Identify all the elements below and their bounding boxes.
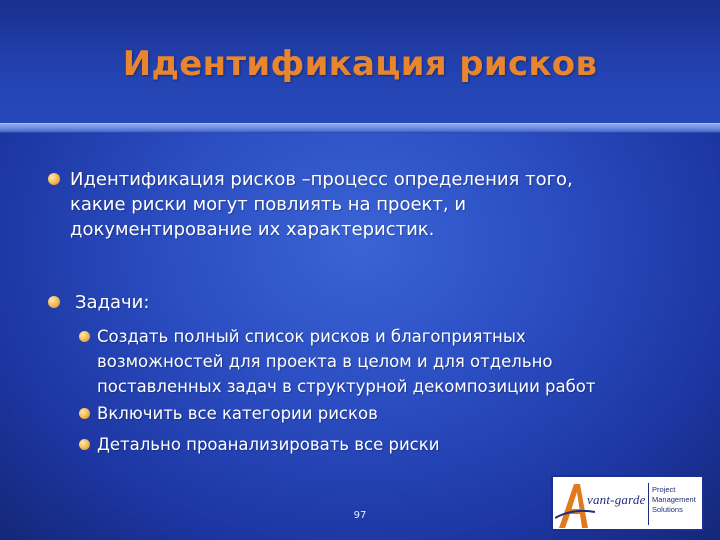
bullet-dot-icon xyxy=(79,408,90,419)
subbullet-text: Создать полный список рисков и благоприятных возможностей для проекта в целом и для отдельно поставленных задач в структурной декомпозиции работ xyxy=(97,327,596,396)
bullet-dot-icon xyxy=(79,439,90,450)
company-logo xyxy=(551,475,704,531)
logo-brand-text: vant-garde xyxy=(587,492,646,507)
title-divider xyxy=(0,123,720,133)
bullet-item-2 xyxy=(48,290,149,315)
bullet-text: Идентификация рисков –процесс определения того, какие риски могут повлиять на проект, и документирование их характеристик. xyxy=(70,169,573,240)
logo-tagline: Project Management Solutions xyxy=(652,485,696,514)
bullet-dot-icon xyxy=(79,331,90,342)
subbullet-item-2 xyxy=(79,401,378,426)
bullet-dot-icon xyxy=(48,296,60,308)
subbullet-item-1 xyxy=(79,324,596,399)
bullet-text: Задачи: xyxy=(75,292,150,313)
slide-title: Идентификация рисков xyxy=(122,44,598,84)
page-number: 97 xyxy=(353,510,367,521)
bullet-dot-icon xyxy=(48,173,60,185)
subbullet-item-3 xyxy=(79,432,439,457)
subbullet-text: Детально проанализировать все риски xyxy=(97,435,440,454)
bullet-item-1 xyxy=(48,167,573,242)
subbullet-text: Включить все категории рисков xyxy=(97,404,378,423)
logo-divider xyxy=(648,483,649,525)
